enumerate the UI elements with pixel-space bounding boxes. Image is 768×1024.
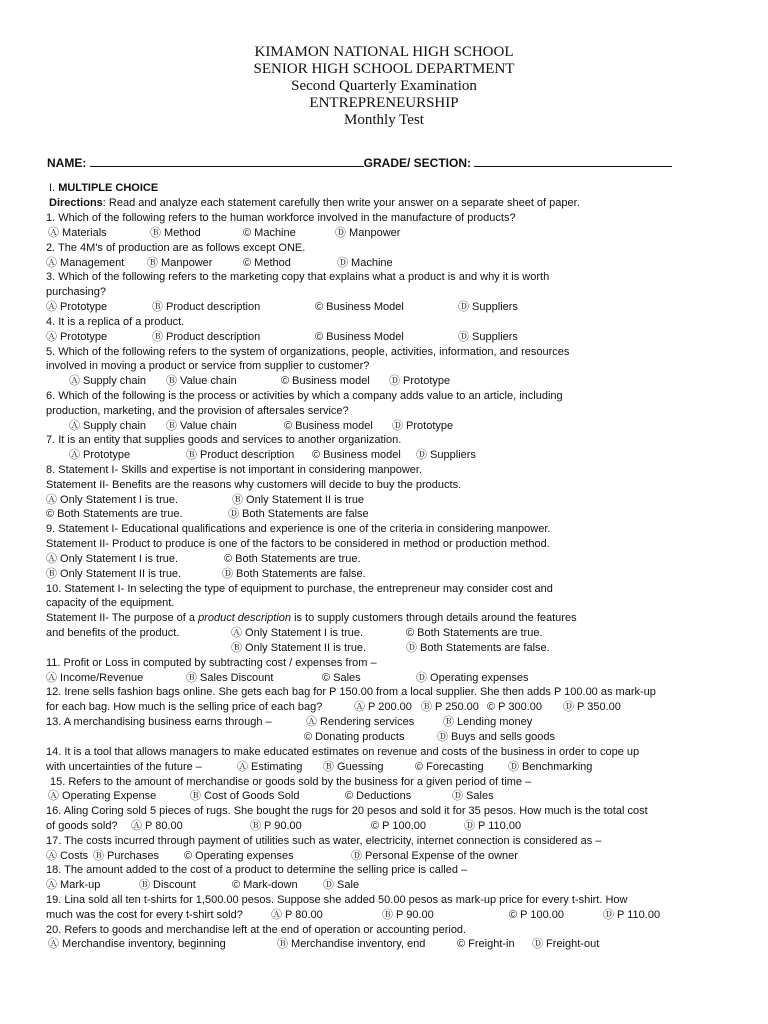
q19-choice-c: © P 100.00	[509, 909, 564, 921]
question-8-line1: 8. Statement I- Skills and expertise is not important in considering manpower.	[46, 464, 423, 476]
question-10-line3: Statement II- The purpose of a product description is to supply customers through details around the features	[46, 612, 577, 624]
q8-choice-a: Ⓐ Only Statement I is true.	[46, 494, 179, 506]
q11-choice-a: Ⓐ Income/Revenue	[46, 672, 144, 684]
question-2: 2. The 4M's of production are as follows except ONE.	[46, 242, 306, 254]
q9-choice-d: Ⓓ Both Statements are false.	[222, 568, 366, 580]
q1-choice-a: Ⓐ Materials	[48, 227, 107, 239]
question-8-line2: Statement II- Benefits are the reasons why customers will decide to buy the products.	[46, 479, 462, 491]
q3-choice-d: Ⓓ Suppliers	[458, 301, 518, 313]
q2-choice-b: Ⓑ Manpower	[147, 257, 213, 269]
school-name: KIMAMON NATIONAL HIGH SCHOOL	[254, 44, 514, 60]
name-blank[interactable]	[90, 155, 364, 167]
question-14-line1: 14. It is a tool that allows managers to make educated estimates on revenue and costs of the business in order to cope up	[46, 746, 640, 758]
question-6-line1: 6. Which of the following is the process or activities by which a company adds value to an article, including	[46, 390, 563, 402]
name-label: NAME:	[47, 156, 87, 170]
q7-choice-c: © Business model	[312, 449, 401, 461]
question-15: 15. Refers to the amount of merchandise or goods sold by the business for a given period of time –	[50, 776, 532, 788]
q4-choice-b: Ⓑ Product description	[152, 331, 261, 343]
exam-title: Second Quarterly Examination	[291, 78, 477, 94]
q20-choice-d: Ⓓ Freight-out	[532, 938, 600, 950]
italic-term: product description	[198, 612, 292, 624]
q20-choice-b: Ⓑ Merchandise inventory, end	[277, 938, 426, 950]
q12-choice-d: Ⓓ P 350.00	[563, 701, 621, 713]
q17-choice-d: Ⓓ Personal Expense of the owner	[351, 850, 518, 862]
question-16-line1: 16. Aling Coring sold 5 pieces of rugs. She bought the rugs for 20 pesos and sold it for 35 pesos. How much is the total cost	[46, 805, 648, 817]
question-12-line2: for each bag. How much is the selling price of each bag?	[46, 701, 323, 713]
q9-choice-b: Ⓑ Only Statement II is true.	[46, 568, 182, 580]
q15-choice-a: Ⓐ Operating Expense	[48, 790, 157, 802]
q18-choice-b: Ⓑ Discount	[139, 879, 196, 891]
q8-choice-b: Ⓑ Only Statement II is true	[232, 494, 365, 506]
grade-blank[interactable]	[474, 155, 672, 167]
q11-choice-c: © Sales	[322, 672, 361, 684]
q7-choice-d: Ⓓ Suppliers	[416, 449, 476, 461]
q9-choice-c: © Both Statements are true.	[224, 553, 361, 565]
question-19-line2: much was the cost for every t-shirt sold?	[46, 909, 243, 921]
q15-choice-c: © Deductions	[345, 790, 412, 802]
q3-choice-a: Ⓐ Prototype	[46, 301, 108, 313]
question-9-line1: 9. Statement I- Educational qualifications and experience is one of the criteria in considering manpower.	[46, 523, 551, 535]
question-10-line4: and benefits of the product.	[46, 627, 180, 639]
q13-choice-c: © Donating products	[304, 731, 405, 743]
q6-choice-b: Ⓑ Value chain	[166, 420, 237, 432]
question-11: 11. Profit or Loss in computed by subtracting cost / expenses from –	[46, 657, 377, 669]
q13-choice-d: Ⓓ Buys and sells goods	[437, 731, 556, 743]
question-17: 17. The costs incurred through payment of utilities such as water, electricity, internet connection is considered as –	[46, 835, 602, 847]
q2-choice-c: © Method	[243, 257, 291, 269]
q12-choice-c: © P 300.00	[487, 701, 542, 713]
directions-label: Directions	[49, 197, 103, 209]
question-9-line2: Statement II- Product to produce is one of the factors to be considered in method or production method.	[46, 538, 550, 550]
name-grade-row	[47, 155, 727, 170]
section-heading: I. MULTIPLE CHOICE	[49, 182, 159, 194]
question-4: 4. It is a replica of a product.	[46, 316, 185, 328]
q14-choice-a: Ⓐ Estimating	[237, 761, 303, 773]
test-title: Monthly Test	[344, 112, 424, 128]
question-3-line2: purchasing?	[46, 286, 106, 298]
q10-choice-b: Ⓑ Only Statement II is true.	[231, 642, 367, 654]
q16-choice-c: © P 100.00	[371, 820, 426, 832]
question-18: 18. The amount added to the cost of a product to determine the selling price is called –	[46, 864, 468, 876]
q6-choice-d: Ⓓ Prototype	[392, 420, 454, 432]
question-1: 1. Which of the following refers to the human workforce involved in the manufacture of products?	[46, 212, 516, 224]
q4-choice-c: © Business Model	[315, 331, 404, 343]
q17-choice-b: Ⓑ Purchases	[93, 850, 160, 862]
q8-choice-c: © Both Statements are true.	[46, 508, 183, 520]
question-16-line2: of goods sold?	[46, 820, 118, 832]
q4-choice-a: Ⓐ Prototype	[46, 331, 108, 343]
q8-choice-d: Ⓓ Both Statements are false	[228, 508, 369, 520]
q6-choice-c: © Business model	[284, 420, 373, 432]
q14-choice-b: Ⓑ Guessing	[323, 761, 384, 773]
question-5-line1: 5. Which of the following refers to the system of organizations, people, activities, information, and resources	[46, 346, 570, 358]
q15-choice-b: Ⓑ Cost of Goods Sold	[190, 790, 300, 802]
q16-choice-d: Ⓓ P 110.00	[464, 820, 522, 832]
q5-choice-d: Ⓓ Prototype	[389, 375, 451, 387]
q17-choice-a: Ⓐ Costs	[46, 850, 89, 862]
subject-title: ENTREPRENEURSHIP	[309, 95, 459, 111]
directions-text: : Read and analyze each statement carefully then write your answer on a separate sheet of paper.	[102, 197, 580, 209]
q20-choice-a: Ⓐ Merchandise inventory, beginning	[48, 938, 226, 950]
q1-choice-b: Ⓑ Method	[150, 227, 201, 239]
q2-choice-d: Ⓓ Machine	[337, 257, 393, 269]
q12-choice-b: Ⓑ P 250.00	[421, 701, 479, 713]
question-14-line2: with uncertainties of the future –	[46, 761, 202, 773]
q3-choice-c: © Business Model	[315, 301, 404, 313]
department-name: SENIOR HIGH SCHOOL DEPARTMENT	[253, 61, 515, 77]
q5-choice-b: Ⓑ Value chain	[166, 375, 237, 387]
q18-choice-d: Ⓓ Sale	[323, 879, 360, 891]
q19-choice-a: Ⓐ P 80.00	[271, 909, 323, 921]
question-20: 20. Refers to goods and merchandise left at the end of operation or accounting period.	[46, 924, 467, 936]
question-19-line1: 19. Lina sold all ten t-shirts for 1,500.00 pesos. Suppose she added 50.00 pesos as mark-up price for every t-shirt. How	[46, 894, 628, 906]
directions	[49, 196, 580, 210]
q5-choice-a: Ⓐ Supply chain	[69, 375, 147, 387]
q12-choice-a: Ⓐ P 200.00	[354, 701, 412, 713]
q5-choice-c: © Business model	[281, 375, 370, 387]
q11-choice-d: Ⓓ Operating expenses	[416, 672, 529, 684]
q7-choice-b: Ⓑ Product description	[186, 449, 295, 461]
q16-choice-b: Ⓑ P 90.00	[250, 820, 302, 832]
q6-choice-a: Ⓐ Supply chain	[69, 420, 147, 432]
q3-choice-b: Ⓑ Product description	[152, 301, 261, 313]
q18-choice-a: Ⓐ Mark-up	[46, 879, 101, 891]
q10-choice-a: Ⓐ Only Statement I is true.	[231, 627, 364, 639]
q13-choice-b: Ⓑ Lending money	[443, 716, 533, 728]
q10-choice-c: © Both Statements are true.	[406, 627, 543, 639]
q15-choice-d: Ⓓ Sales	[452, 790, 494, 802]
q13-choice-a: Ⓐ Rendering services	[306, 716, 415, 728]
q17-choice-c: © Operating expenses	[184, 850, 294, 862]
question-13: 13. A merchandising business earns through –	[46, 716, 272, 728]
q19-choice-d: Ⓓ P 110.00	[603, 909, 661, 921]
question-5-line2: involved in moving a product or service from supplier to customer?	[46, 360, 370, 372]
question-10-line2: capacity of the equipment.	[46, 597, 175, 609]
q14-choice-c: © Forecasting	[415, 761, 484, 773]
q14-choice-d: Ⓓ Benchmarking	[508, 761, 593, 773]
question-6-line2: production, marketing, and the provision of aftersales service?	[46, 405, 349, 417]
question-3-line1: 3. Which of the following refers to the marketing copy that explains what a product is and why it is worth	[46, 271, 550, 283]
grade-label: GRADE/ SECTION:	[363, 156, 472, 170]
question-10-line1: 10. Statement I- In selecting the type of equipment to purchase, the entrepreneur may consider cost and	[46, 583, 553, 595]
q19-choice-b: Ⓑ P 90.00	[382, 909, 434, 921]
q1-choice-c: © Machine	[243, 227, 296, 239]
section-title: MULTIPLE CHOICE	[58, 182, 159, 194]
q7-choice-a: Ⓐ Prototype	[69, 449, 131, 461]
q18-choice-c: © Mark-down	[232, 879, 298, 891]
q1-choice-d: Ⓓ Manpower	[335, 227, 401, 239]
q11-choice-b: Ⓑ Sales Discount	[186, 672, 274, 684]
q20-choice-c: © Freight-in	[457, 938, 515, 950]
q10-choice-d: Ⓓ Both Statements are false.	[406, 642, 550, 654]
q9-choice-a: Ⓐ Only Statement I is true.	[46, 553, 179, 565]
q2-choice-a: Ⓐ Management	[46, 257, 125, 269]
question-12-line1: 12. Irene sells fashion bags online. She gets each bag for P 150.00 from a local supplier. She then adds P 100.00 as mark-up	[46, 686, 656, 698]
q4-choice-d: Ⓓ Suppliers	[458, 331, 518, 343]
question-7: 7. It is an entity that supplies goods and services to another organization.	[46, 434, 402, 446]
q16-choice-a: Ⓐ P 80.00	[131, 820, 183, 832]
